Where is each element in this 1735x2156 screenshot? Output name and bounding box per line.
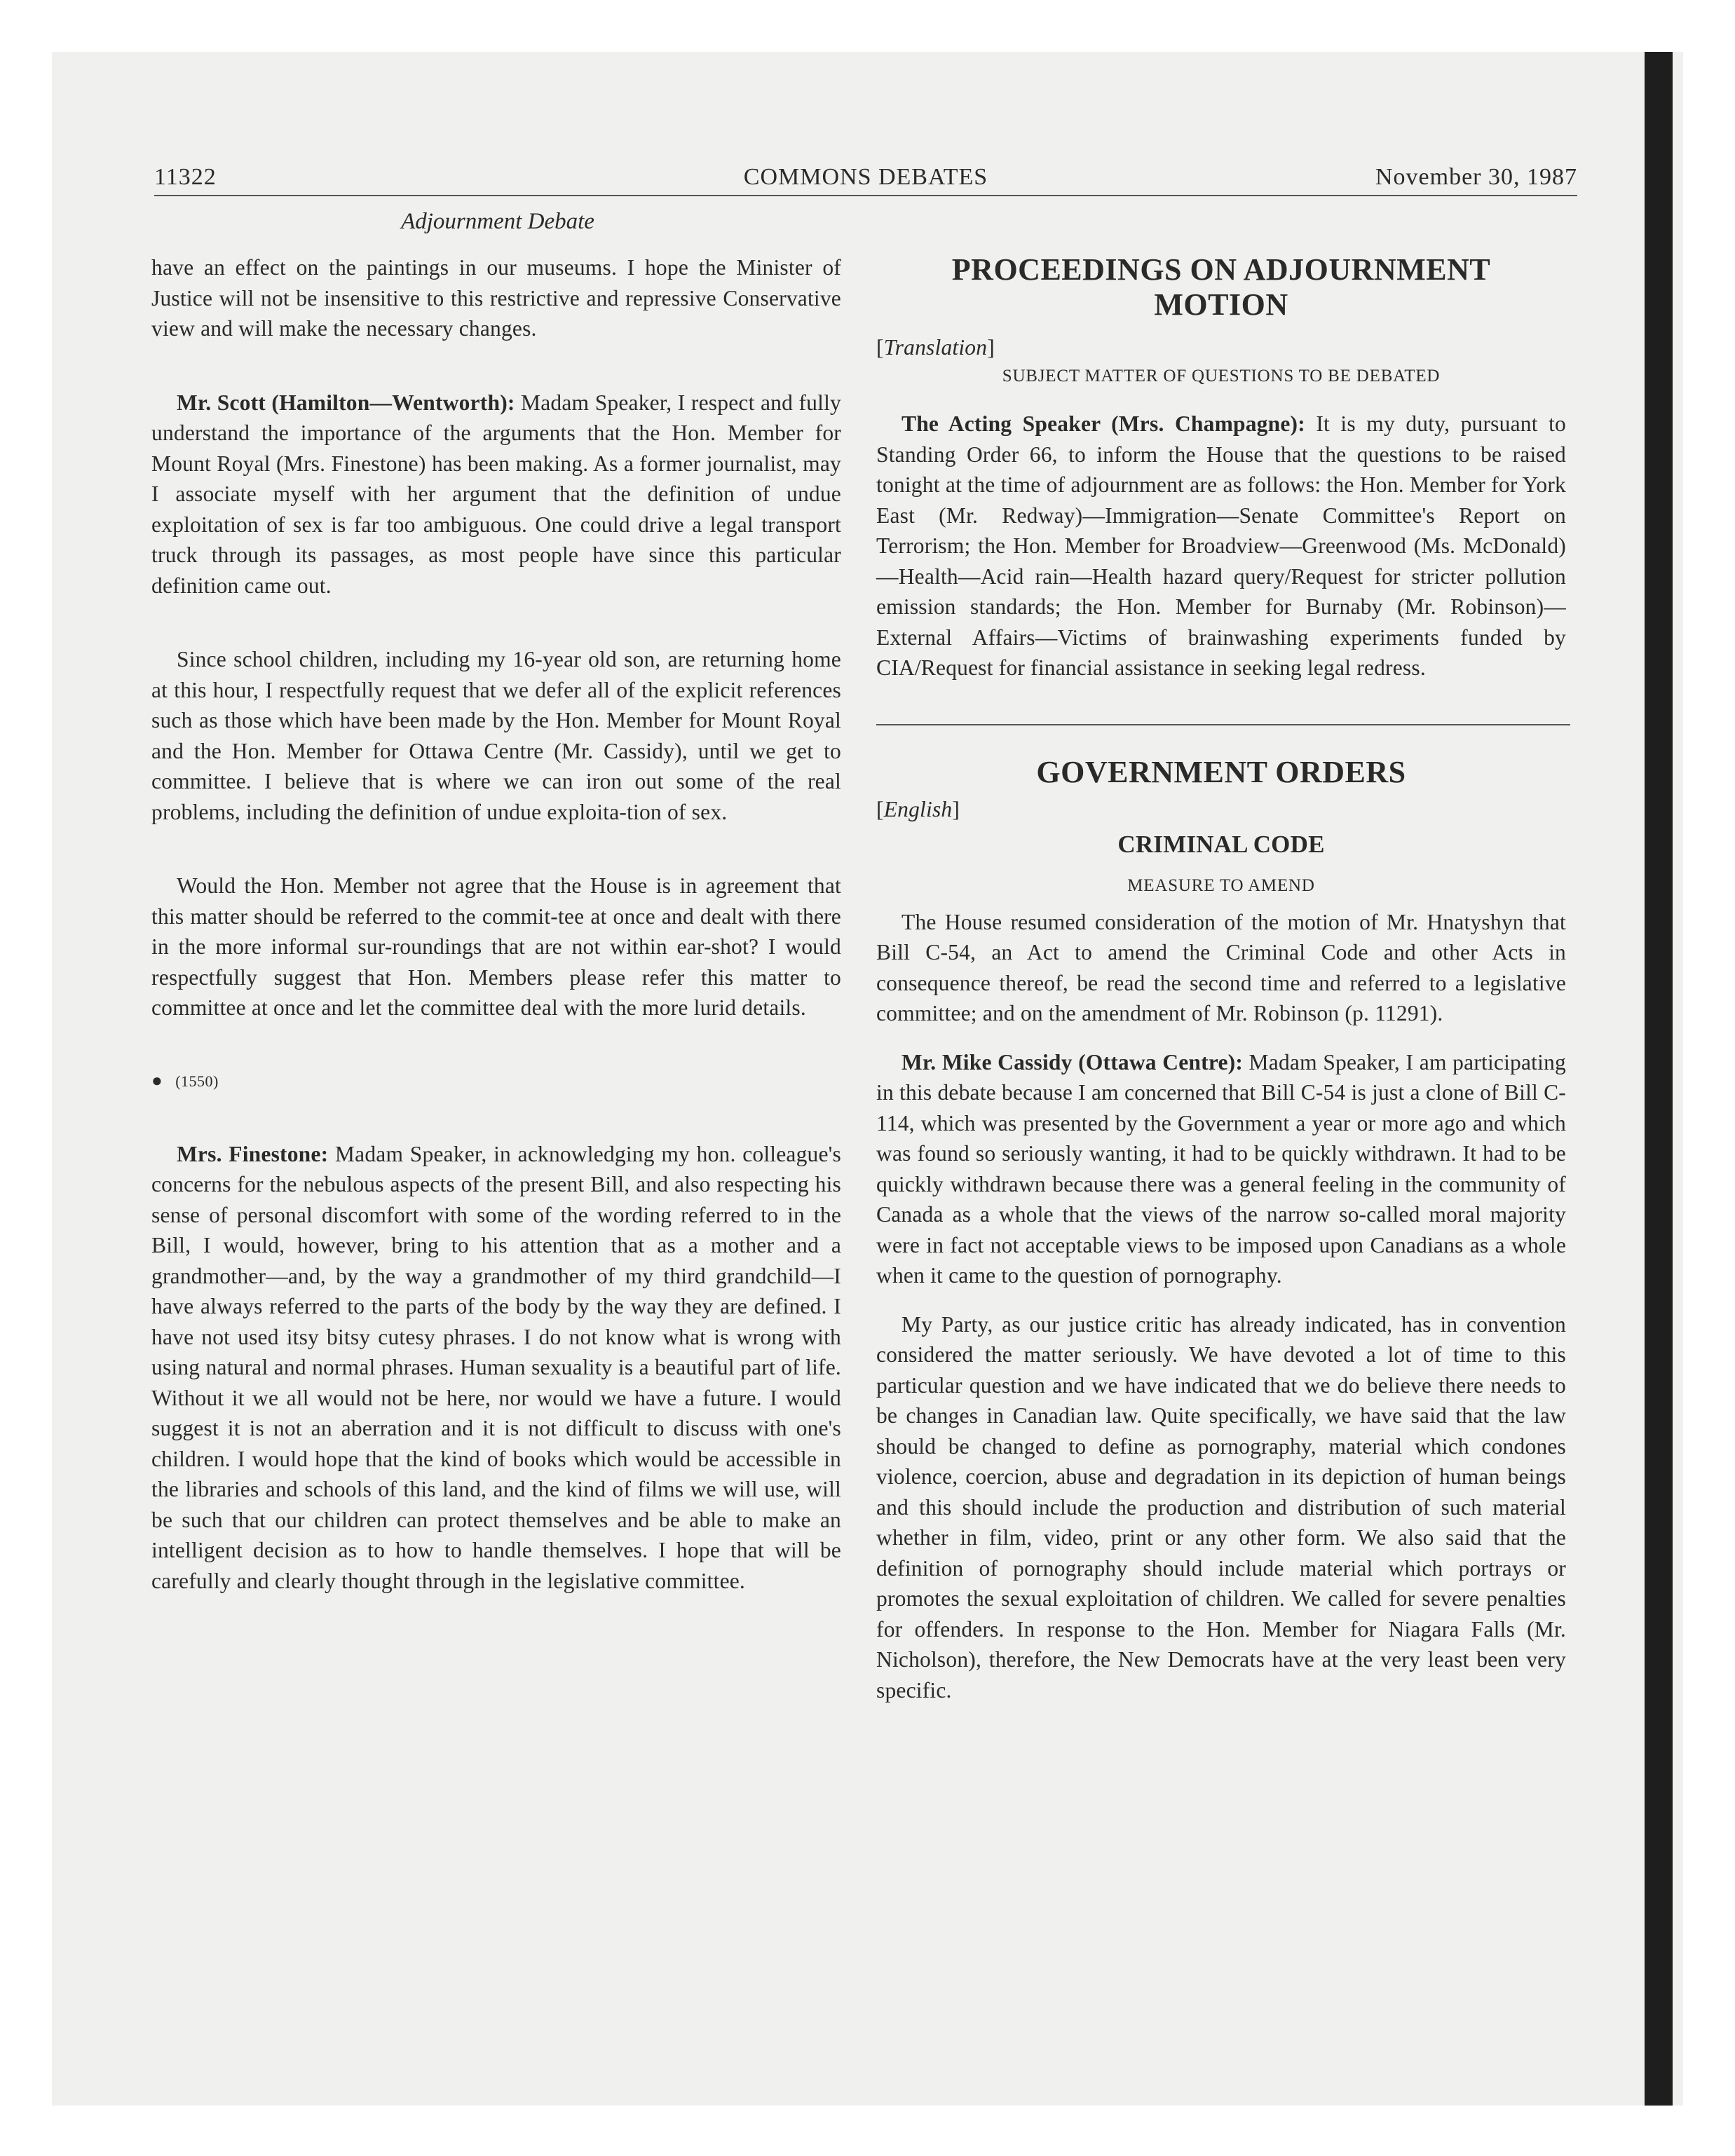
publication-title: COMMONS DEBATES: [743, 164, 988, 190]
speaker-name: Mr. Mike Cassidy (Ottawa Centre):: [901, 1049, 1244, 1074]
left-column: [151, 252, 841, 1596]
paragraph-acting-speaker: [876, 409, 1566, 683]
right-column: [876, 252, 1566, 1705]
page-number: 11322: [154, 164, 217, 190]
page-header: [154, 158, 1577, 196]
speech-text: Madam Speaker, I respect and fully understand the importance of the arguments that the Hon. Member for Mount Royal (Mrs. Finestone) has been making. As a former journalist, may I associate myself with her argument that the definition of undue exploitation of sex is far too ambiguous. One could drive a legal transport truck through its passages, as most people have since this particular definition came out.: [151, 390, 841, 598]
time-marker: [151, 1067, 841, 1096]
scan-edge-shadow: [1645, 52, 1673, 2106]
subject-heading: SUBJECT MATTER OF QUESTIONS TO BE DEBATED: [1002, 367, 1441, 386]
paragraph: My Party, as our justice critic has already indicated, has in convention considered the matter seriously. We have devoted a lot of time to this particular question and we have indicated that we do believe there needs to be changes in Canadian law. Quite specifically, we have said that the law should be changed to define as pornography, material which condones violence, coercion, abuse and degradation in its depiction of human beings and this should include the production and distribution of such material whether in film, video, print or any other form. We also said that the definition of pornography should include material which portrays or promotes the sexual exploitation of children. We called for severe penalties for offenders. In response to the Hon. Member for Niagara Falls (Mr. Nicholson), therefore, the New Democrats have at the very least been very specific.: [876, 1311, 1566, 1703]
speech-text: Madam Speaker, in acknowledging my hon. colleague's concerns for the nebulous aspects of the present Bill, and also respecting his sense of personal discomfort with some of the wording referred to in the Bill, I would, however, bring to his attention that as a mother and a grandmother—and, by the way a grandmother of my third grandchild—I have always referred to the parts of the body by the way they are defined. I have not used itsy bitsy cutesy phrases. I do not know what is wrong with using natural and normal phrases. Human sexuality is a beautiful part of life. Without it we all would not be here, nor would we have a future. I would suggest it is not an aberration and it is not difficult to discuss with one's children. I would hope that the kind of books which would be accessible in the libraries and schools of this land, and the kind of films we will use, will be such that our children can protect themselves and be able to make an intelligent decision as to how to handle themselves. I hope that will be carefully and clearly thought through in the legislative committee.: [151, 1141, 842, 1593]
paragraph-cassidy: [876, 1047, 1566, 1291]
paragraph: The House resumed consideration of the motion of Mr. Hnatyshyn that Bill C-54, an Act to amend the Criminal Code and other Acts in consequence thereof, be read the second time and referred to a legislative committee; and on the amendment of Mr. Robinson (p. 11291).: [876, 909, 1566, 1025]
paragraph: Would the Hon. Member not agree that the House is in agreement that this matter should be referred to the commit-tee at once and dealt with there in the more informal sur-roundings that are not within ear-shot? I would respectfully suggest that Hon. Members please refer this matter to committee at once and let the committee deal with the more lurid details.: [151, 873, 841, 1020]
speech-text: It is my duty, pursuant to Standing Order 66, to inform the House that the questions to be raised tonight at the time of adjournment are as follows: the Hon. Member for York East (Mr. Redway)—Immigration—Senate Committee's Report on Terrorism; the Hon. Member for Broadview—Greenwood (Ms. McDonald)—Health—Acid rain—Health hazard query/Request for stricter pollution emission standards; the Hon. Member for Burnaby (Mr. Robinson)—External Affairs—Victims of brainwashing experiments funded by CIA/Request for financial assistance in seeking legal redress.: [876, 411, 1567, 680]
time-marker-text: (1550): [175, 1072, 219, 1090]
section-heading-proceedings: PROCEEDINGS ON ADJOURNMENT MOTION: [951, 252, 1491, 322]
paragraph: have an effect on the paintings in our museums. I hope the Minister of Justice will not be insensitive to this restrictive and repressive Conservative view and will make the necessary changes.: [151, 255, 841, 341]
language-note: [English]: [876, 796, 960, 821]
running-head: Adjournment Debate: [401, 209, 594, 234]
speaker-name: Mr. Scott (Hamilton—Wentworth):: [177, 390, 515, 415]
bill-heading: CRIMINAL CODE: [1117, 830, 1325, 858]
language-note-text: Translation: [883, 335, 988, 360]
language-note: [Translation]: [876, 335, 995, 360]
paragraph-scott: [151, 388, 841, 601]
publication-date: November 30, 1987: [1375, 164, 1577, 190]
speech-text: Madam Speaker, I am participating in this debate because I am concerned that Bill C-54 is just a clone of Bill C-114, which was presented by the Government a year or more ago and which was found so seriously wanting, it had to be quickly withdrawn. It had to be quickly withdrawn because there was a general feeling in the community of Canada as a whole that the views of the narrow so-called moral majority were in fact not acceptable views to be imposed upon Canadians as a whole when it came to the question of pornography.: [876, 1049, 1566, 1288]
speaker-name: Mrs. Finestone:: [177, 1141, 329, 1166]
bullet-icon: ●: [151, 1070, 163, 1091]
language-note-text: English: [883, 796, 953, 821]
paragraph-finestone: [151, 1139, 841, 1597]
speaker-name: The Acting Speaker (Mrs. Champagne):: [901, 411, 1305, 436]
section-heading-government-orders: GOVERNMENT ORDERS: [1036, 754, 1406, 789]
bill-subheading: MEASURE TO AMEND: [1127, 875, 1315, 895]
paragraph: Since school children, including my 16-year old son, are returning home at this hour, I respectfully request that we defer all of the explicit references such as those which have been made by the Hon. Member for Mount Royal and the Hon. Member for Ottawa Centre (Mr. Cassidy), until we get to committee. I believe that is where we can iron out some of the real problems, including the definition of undue exploita-tion of sex.: [151, 647, 841, 824]
